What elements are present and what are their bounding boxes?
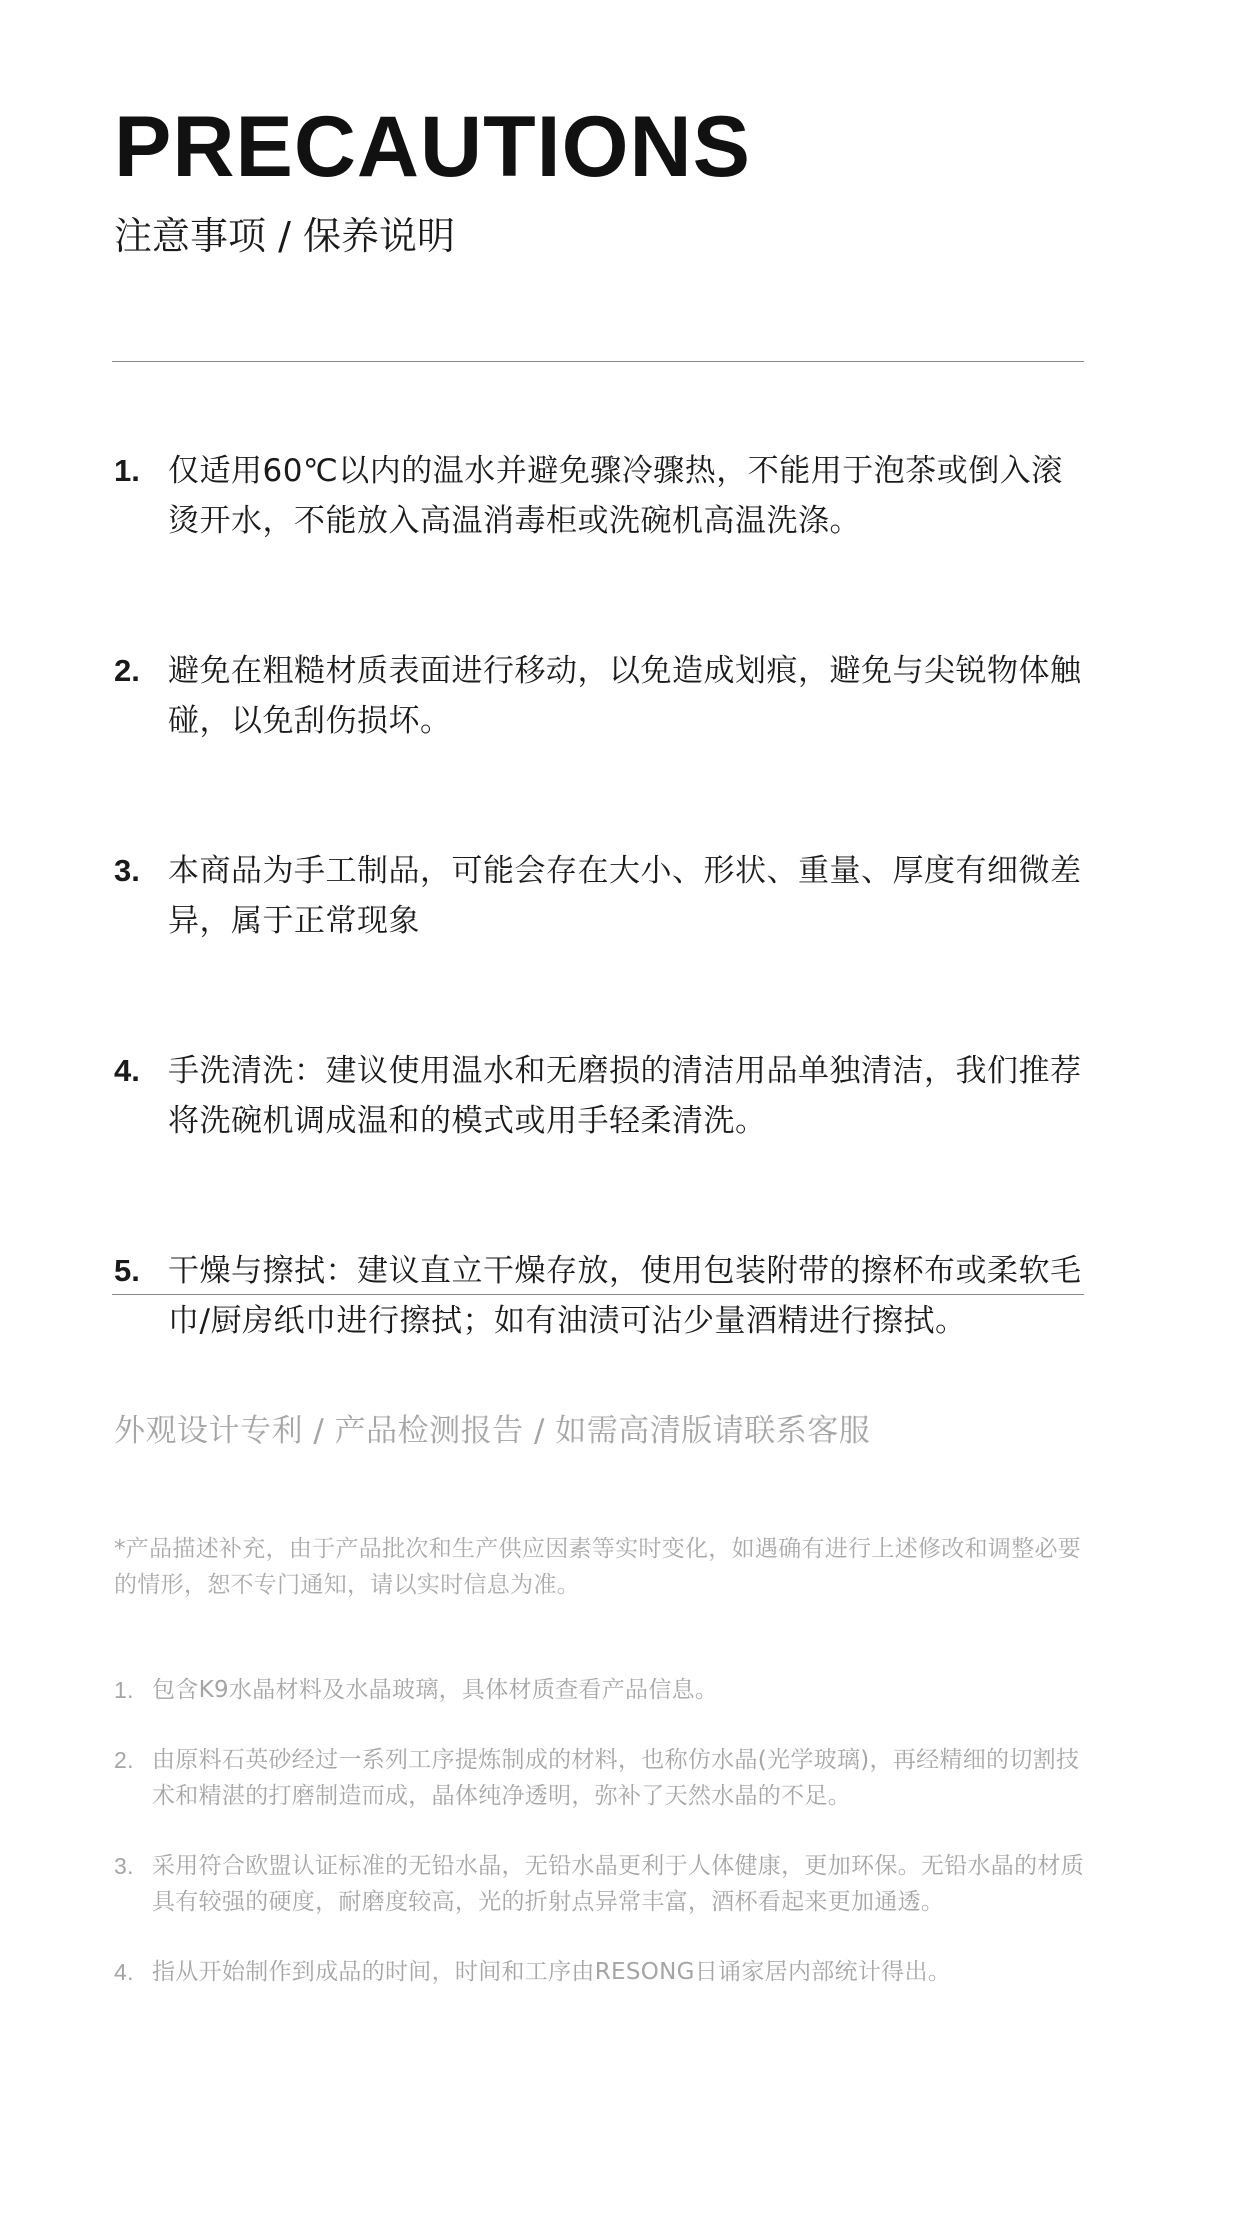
- precaution-item: [114, 446, 1094, 546]
- footnote-text: 包含K9水晶材料及水晶玻璃，具体材质查看产品信息。: [152, 1677, 719, 1703]
- footnote-text: 由原料石英砂经过一系列工序提炼制成的材料，也称仿水晶(光学玻璃)，再经精细的切割技术和精湛的打磨制造而成，晶体纯净透明，弥补了天然水晶的不足。: [152, 1747, 1080, 1809]
- footnote-item: [114, 1742, 1094, 1814]
- precaution-text: 仅适用60℃以内的温水并避免骤冷骤热，不能用于泡茶或倒入滚烫开水，不能放入高温消毒柜或洗碗机高温洗涤。: [168, 453, 1063, 539]
- precaution-item: [114, 846, 1094, 946]
- precaution-text: 本商品为手工制品，可能会存在大小、形状、重量、厚度有细微差异，属于正常现象: [168, 853, 1082, 939]
- precaution-text: 干燥与擦拭：建议直立干燥存放，使用包装附带的擦杯布或柔软毛巾/厨房纸巾进行擦拭；如有油渍可沾少量酒精进行擦拭。: [168, 1253, 1082, 1339]
- precaution-number: 2.: [114, 653, 140, 688]
- middle-divider: [112, 1294, 1084, 1295]
- precaution-item: [114, 1046, 1094, 1146]
- footnote-text: 指从开始制作到成品的时间，时间和工序由RESONG日诵家居内部统计得出。: [152, 1959, 952, 1985]
- precaution-number: 1.: [114, 453, 140, 488]
- precaution-number: 3.: [114, 853, 140, 888]
- footnote-number: 4.: [114, 1959, 134, 1985]
- precautions-list: [114, 446, 1094, 1346]
- footnote-item: [114, 1848, 1094, 1920]
- footnotes-list: [114, 1672, 1094, 1990]
- precaution-item: [114, 646, 1094, 746]
- precaution-item: [114, 1246, 1094, 1346]
- patent-report-note: 外观设计专利 / 产品检测报告 / 如需高清版请联系客服: [114, 1413, 871, 1449]
- footnote-number: 1.: [114, 1677, 134, 1703]
- disclaimer-text: *产品描述补充，由于产品批次和生产供应因素等实时变化，如遇确有进行上述修改和调整必要的情形，恕不专门通知，请以实时信息为准。: [114, 1536, 1082, 1598]
- precaution-number: 4.: [114, 1053, 140, 1088]
- top-divider: [112, 361, 1084, 362]
- precaution-number: 5.: [114, 1253, 140, 1288]
- precaution-text: 避免在粗糙材质表面进行移动，以免造成划痕，避免与尖锐物体触碰，以免刮伤损坏。: [168, 653, 1082, 739]
- page-subtitle: 注意事项 / 保养说明: [114, 214, 455, 258]
- footnote-text: 采用符合欧盟认证标准的无铅水晶，无铅水晶更利于人体健康，更加环保。无铅水晶的材质具有较强的硬度，耐磨度较高，光的折射点异常丰富，酒杯看起来更加通透。: [152, 1853, 1084, 1915]
- precaution-text: 手洗清洗：建议使用温水和无磨损的清洁用品单独清洁，我们推荐将洗碗机调成温和的模式或用手轻柔清洗。: [168, 1053, 1082, 1139]
- footnote-number: 3.: [114, 1853, 134, 1879]
- footnote-item: [114, 1954, 1094, 1990]
- footnote-item: [114, 1672, 1094, 1708]
- page-title: PRECAUTIONS: [114, 99, 751, 195]
- footnote-number: 2.: [114, 1747, 134, 1773]
